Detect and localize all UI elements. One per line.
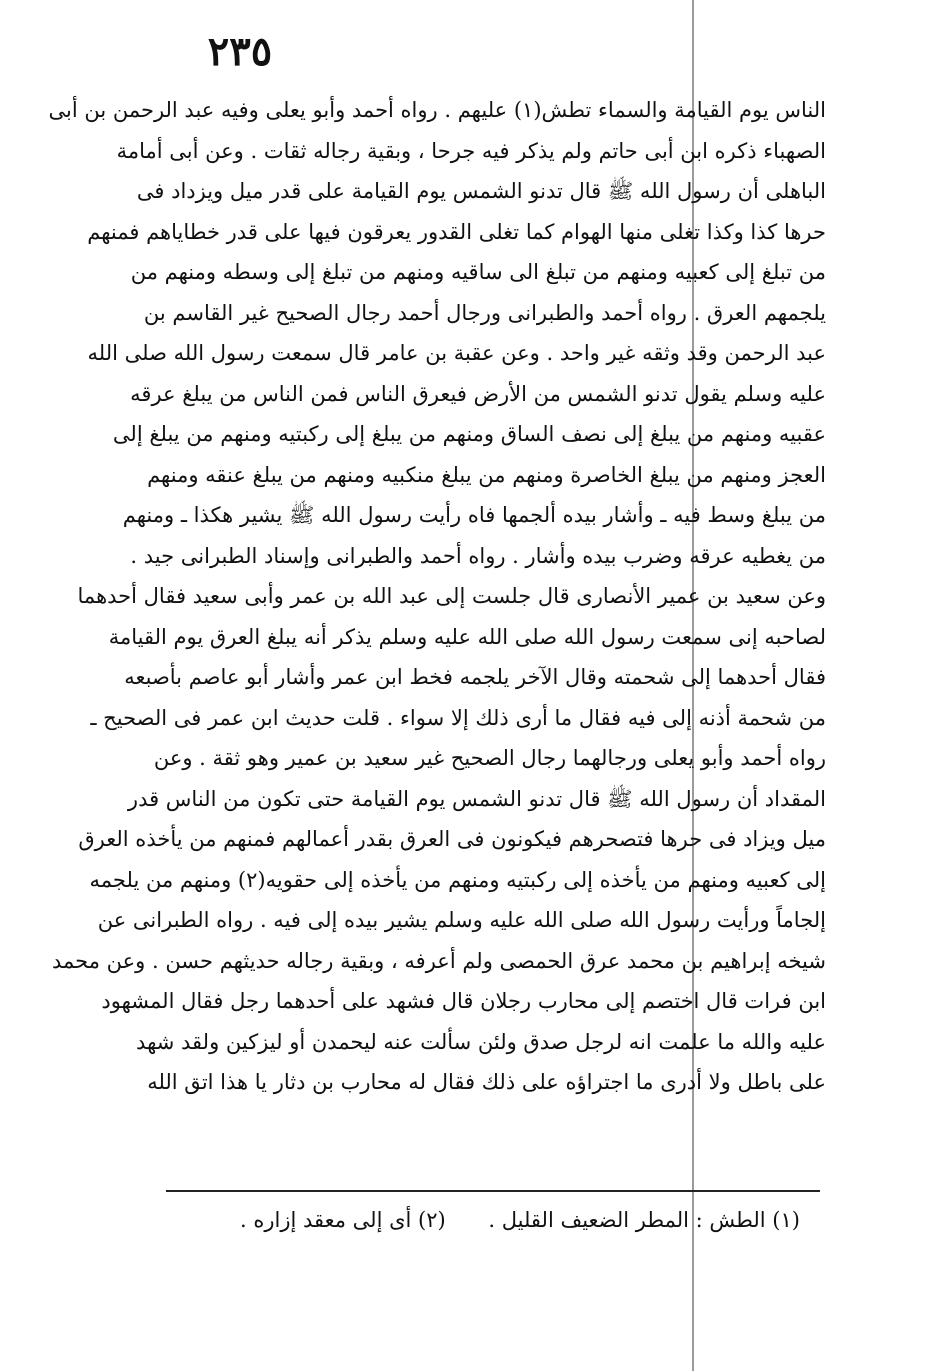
text-line: ميل ويزاد فى حرها فتصحرهم فيكونون فى العرق بقدر أعمالهم فمنهم من يأخذه العرق <box>78 827 826 851</box>
text-line: وعن سعيد بن عمير الأنصارى قال جلست إلى عبد الله بن عمر وأبى سعيد فقال أحدهما <box>77 584 826 608</box>
text-line: فقال أحدهما إلى شحمته وقال الآخر يلجمه فخط ابن عمر وأشار أبو عاصم بأصبعه <box>124 665 826 689</box>
text-line: لصاحبه إنى سمعت رسول الله صلى الله عليه وسلم يذكر أنه يبلغ العرق يوم القيامة <box>108 624 826 649</box>
text-line: الباهلى أن رسول الله ﷺ قال تدنو الشمس يوم القيامة على قدر ميل ويزداد فى <box>136 179 826 203</box>
text-line: عليه والله ما علمت انه لرجل صدق ولئن سألت عنه ليحمدن أو ليزكين ولقد شهد <box>136 1029 826 1054</box>
text-line: على باطل ولا أدرى ما اجتراؤه على ذلك فقال له محارب بن دثار يا هذا اتق الله <box>147 1070 826 1094</box>
footnote-1: (١) الطش : المطر الضعيف القليل . <box>488 1208 800 1232</box>
text-line: العجز ومنهم من يبلغ الخاصرة ومنهم من يبلغ منكبيه ومنهم من يبلغ عنقه ومنهم <box>147 462 826 487</box>
text-line: رواه أحمد وأبو يعلى ورجالهما رجال الصحيح غير سعيد بن عمير وهو ثقة . وعن <box>153 746 826 770</box>
text-line: من يغطيه عرقه وضرب بيده وأشار . رواه أحمد والطبرانى وإسناد الطبرانى جيد . <box>130 543 826 568</box>
text-line: إلجاماً ورأيت رسول الله صلى الله عليه وسلم يشير بيده إلى فيه . رواه الطبرانى عن <box>97 908 826 932</box>
body-text <box>48 90 826 1103</box>
text-line: يلجمهم العرق . رواه أحمد والطبرانى ورجال أحمد رجال الصحيح غير القاسم بن <box>143 300 826 325</box>
text-line: الصهباء ذكره ابن أبى حاتم ولم يذكر فيه جرحا ، وبقية رجاله ثقات . وعن أبى أمامة <box>116 138 826 163</box>
text-line: من شحمة أذنه إلى فيه فقال ما أرى ذلك إلا سواء . قلت حديث ابن عمر فى الصحيح ـ <box>90 705 826 730</box>
text-line: حرها كذا وكذا تغلى منها الهوام كما تغلى القدور يعرقون فيها على قدر خطاياهم فمنهم <box>87 219 826 244</box>
text-line: من يبلغ وسط فيه ـ وأشار بيده ألجمها فاه رأيت رسول الله ﷺ يشير هكذا ـ ومنهم <box>122 503 826 527</box>
text-line: من تبلغ إلى كعبيه ومنهم من تبلغ الى ساقيه ومنهم من تبلغ إلى وسطه ومنهم من <box>130 260 826 284</box>
text-line: إلى كعبيه ومنهم من يأخذه إلى ركبتيه ومنهم من يأخذه إلى حقويه(٢) ومنهم من يلجمه <box>89 867 826 892</box>
footnote-separator <box>166 1190 820 1192</box>
text-line: الناس يوم القيامة والسماء تطش(١) عليهم . رواه أحمد وأبو يعلى وفيه عبد الرحمن بن أبى <box>48 98 826 122</box>
page-number: ٢٣٥ <box>207 28 273 75</box>
footnote-2: (٢) أى إلى معقد إزاره . <box>239 1208 446 1232</box>
text-line: عبد الرحمن وقد وثقه غير واحد . وعن عقبة بن عامر قال سمعت رسول الله صلى الله <box>87 341 826 365</box>
text-line: عليه وسلم يقول تدنو الشمس من الأرض فيعرق الناس فمن الناس من يبلغ عرقه <box>130 381 826 406</box>
footnotes <box>200 1200 800 1240</box>
text-line: المقداد أن رسول الله ﷺ قال تدنو الشمس يوم القيامة حتى تكون من الناس قدر <box>127 786 826 811</box>
text-line: عقبيه ومنهم من يبلغ إلى نصف الساق ومنهم من يبلغ إلى ركبتيه ومنهم من يبلغ إلى <box>112 422 826 446</box>
text-line: ابن فرات قال اختصم إلى محارب رجلان قال فشهد على أحدهما رجل فقال المشهود <box>101 989 826 1013</box>
text-line: شيخه إبراهيم بن محمد عرق الحمصى ولم أعرفه ، وبقية رجاله حديثهم حسن . وعن محمد <box>52 948 826 973</box>
